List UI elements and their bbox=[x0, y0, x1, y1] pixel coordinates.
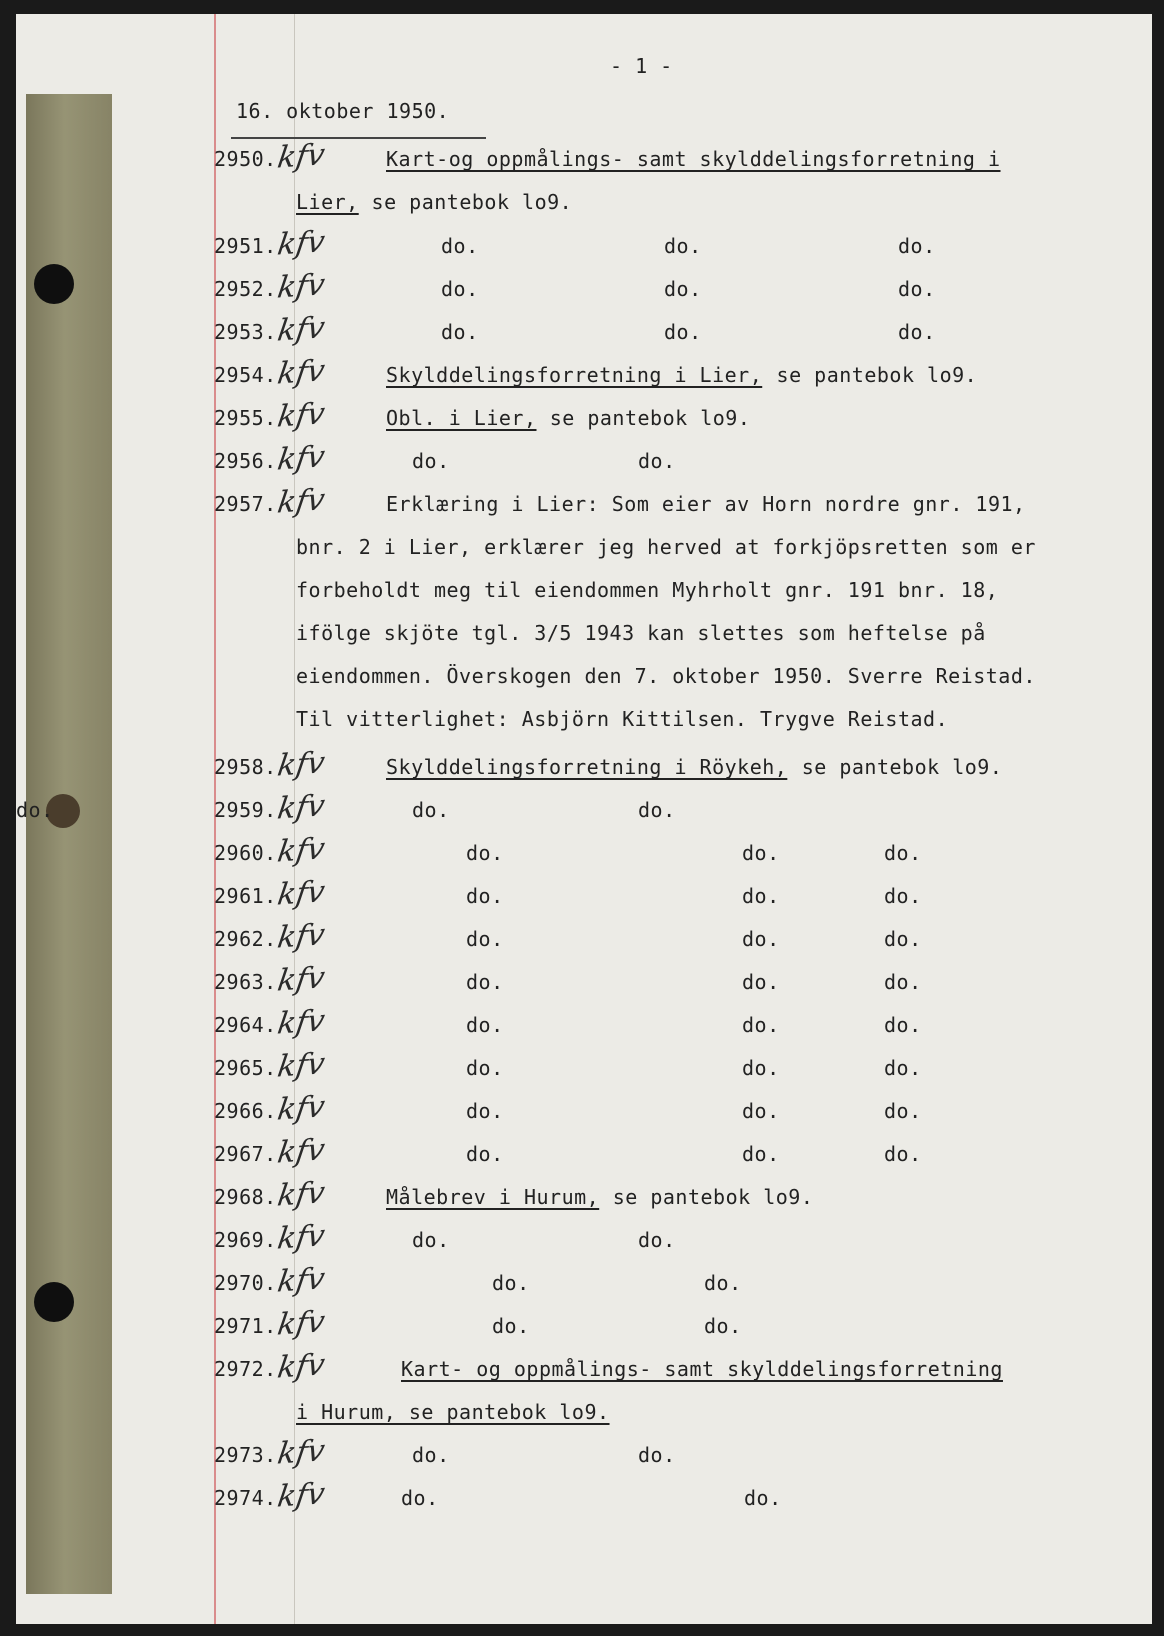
entry-number: 2972. bbox=[214, 1357, 277, 1381]
ditto-mark: do. bbox=[744, 1486, 782, 1510]
ditto-mark: do. bbox=[441, 277, 479, 301]
handwritten-mark: kfv bbox=[275, 482, 328, 521]
ditto-mark: do. bbox=[441, 320, 479, 344]
ditto-mark: do. bbox=[466, 970, 504, 994]
handwritten-mark: kfv bbox=[275, 960, 328, 999]
entry-number: 2954. bbox=[214, 363, 277, 387]
ditto-mark: do. bbox=[884, 884, 922, 908]
handwritten-mark: kfv bbox=[275, 1433, 328, 1472]
entry-number: 2964. bbox=[214, 1013, 277, 1037]
ditto-mark: do. bbox=[884, 1142, 922, 1166]
handwritten-mark: kfv bbox=[275, 1261, 328, 1300]
ditto-mark: do. bbox=[884, 841, 922, 865]
ditto-mark: do. bbox=[412, 1228, 450, 1252]
declaration-line: Erklæring i Lier: Som eier av Horn nordre gnr. 191, bbox=[386, 492, 1026, 516]
ditto-mark: do. bbox=[664, 320, 702, 344]
handwritten-mark: kfv bbox=[275, 1089, 328, 1128]
handwritten-mark: kfv bbox=[275, 745, 328, 784]
entry-text: se pantebok lo9. bbox=[764, 363, 978, 387]
entry-text-underlined: Skylddelingsforretning i Röykeh, bbox=[386, 755, 788, 779]
date-underline bbox=[231, 137, 486, 139]
ditto-mark: do. bbox=[742, 1142, 780, 1166]
declaration-line: Til vitterlighet: Asbjörn Kittilsen. Trygve Reistad. bbox=[296, 707, 949, 731]
ledger-page bbox=[16, 14, 1152, 1624]
entry-text: se pantebok lo9. bbox=[537, 406, 751, 430]
ditto-mark: do. bbox=[466, 927, 504, 951]
ditto-mark: do. bbox=[412, 1443, 450, 1467]
ditto-mark: do. bbox=[742, 884, 780, 908]
entry-number: 2963. bbox=[214, 970, 277, 994]
ditto-mark: do. bbox=[884, 970, 922, 994]
ditto-mark: do. bbox=[466, 1056, 504, 1080]
entry-number: 2968. bbox=[214, 1185, 277, 1209]
handwritten-mark: kfv bbox=[275, 267, 328, 306]
ditto-mark: do. bbox=[466, 841, 504, 865]
ditto-mark: do. bbox=[466, 1099, 504, 1123]
handwritten-mark: kfv bbox=[275, 831, 328, 870]
entry-text-underlined: Målebrev i Hurum, bbox=[386, 1185, 600, 1209]
entry-number: 2958. bbox=[214, 755, 277, 779]
entry-number: 2973. bbox=[214, 1443, 277, 1467]
ditto-mark: do. bbox=[704, 1314, 742, 1338]
handwritten-mark: kfv bbox=[275, 1003, 328, 1042]
ditto-mark: do. bbox=[742, 1013, 780, 1037]
handwritten-mark: kfv bbox=[275, 1304, 328, 1343]
entry-number: 2955. bbox=[214, 406, 277, 430]
entry-text: Kart- og oppmålings- samt skylddelingsforretning bbox=[401, 1357, 1003, 1381]
entry-text-underlined: Lier, bbox=[296, 190, 359, 214]
ditto-mark: do. bbox=[638, 1443, 676, 1467]
handwritten-mark: kfv bbox=[275, 788, 328, 827]
ditto-mark: do. bbox=[898, 277, 936, 301]
ditto-mark: do. bbox=[412, 798, 450, 822]
entry-number: 2965. bbox=[214, 1056, 277, 1080]
handwritten-mark: kfv bbox=[275, 310, 328, 349]
declaration-line: ifölge skjöte tgl. 3/5 1943 kan slettes som heftelse på bbox=[296, 621, 986, 645]
handwritten-mark: kfv bbox=[275, 137, 328, 176]
ditto-mark: do. bbox=[884, 1099, 922, 1123]
ditto-mark: do. bbox=[884, 1013, 922, 1037]
declaration-line: bnr. 2 i Lier, erklærer jeg herved at forkjöpsretten som er bbox=[296, 535, 1036, 559]
entry-number: 2966. bbox=[214, 1099, 277, 1123]
ditto-mark: do. bbox=[638, 798, 676, 822]
entry-text-underlined: Obl. i Lier, bbox=[386, 406, 537, 430]
ditto-mark: do. bbox=[898, 234, 936, 258]
entry-text: Kart-og oppmålings- samt skylddelingsforretning i bbox=[386, 147, 1001, 171]
ditto-mark: do. bbox=[401, 1486, 439, 1510]
entry-text: se pantebok lo9. bbox=[789, 755, 1003, 779]
entry-number: 2951. bbox=[214, 234, 277, 258]
entry-number: 2960. bbox=[214, 841, 277, 865]
entry-number: 2971. bbox=[214, 1314, 277, 1338]
binding-tape bbox=[26, 94, 112, 1594]
ditto-mark: do. bbox=[664, 234, 702, 258]
entry-number: 2957. bbox=[214, 492, 277, 516]
ditto-mark: do. bbox=[466, 1142, 504, 1166]
entry-number: 2962. bbox=[214, 927, 277, 951]
ditto-mark: do. bbox=[638, 449, 676, 473]
punch-hole-top bbox=[34, 264, 74, 304]
handwritten-mark: kfv bbox=[275, 439, 328, 478]
page-number: - 1 - bbox=[610, 54, 673, 78]
handwritten-mark: kfv bbox=[275, 396, 328, 435]
entry-number: 2970. bbox=[214, 1271, 277, 1295]
ditto-mark: do. bbox=[492, 1271, 530, 1295]
ditto-mark: do. bbox=[884, 1056, 922, 1080]
entry-number: 2956. bbox=[214, 449, 277, 473]
ditto-mark: do. bbox=[16, 798, 54, 822]
handwritten-mark: kfv bbox=[275, 874, 328, 913]
entry-number: 2959. bbox=[214, 798, 277, 822]
handwritten-mark: kfv bbox=[275, 1132, 328, 1171]
ditto-mark: do. bbox=[742, 970, 780, 994]
handwritten-mark: kfv bbox=[275, 224, 328, 263]
handwritten-mark: kfv bbox=[275, 1175, 328, 1214]
entry-text-underlined: Skylddelingsforretning i Lier, bbox=[386, 363, 763, 387]
entry-text: se pantebok lo9. bbox=[600, 1185, 814, 1209]
declaration-line: forbeholdt meg til eiendommen Myhrholt gnr. 191 bnr. 18, bbox=[296, 578, 999, 602]
handwritten-mark: kfv bbox=[275, 353, 328, 392]
entry-number: 2952. bbox=[214, 277, 277, 301]
ditto-mark: do. bbox=[742, 841, 780, 865]
entry-text: se pantebok lo9. bbox=[359, 190, 573, 214]
handwritten-mark: kfv bbox=[275, 1046, 328, 1085]
entry-number: 2961. bbox=[214, 884, 277, 908]
ditto-mark: do. bbox=[742, 1099, 780, 1123]
entry-date: 16. oktober 1950. bbox=[236, 99, 450, 123]
ditto-mark: do. bbox=[664, 277, 702, 301]
ditto-mark: do. bbox=[742, 927, 780, 951]
handwritten-mark: kfv bbox=[275, 1347, 328, 1386]
entry-number: 2967. bbox=[214, 1142, 277, 1166]
ditto-mark: do. bbox=[638, 1228, 676, 1252]
entry-number: 2950. bbox=[214, 147, 277, 171]
handwritten-mark: kfv bbox=[275, 917, 328, 956]
ditto-mark: do. bbox=[441, 234, 479, 258]
ditto-mark: do. bbox=[466, 884, 504, 908]
entry-number: 2974. bbox=[214, 1486, 277, 1510]
ditto-mark: do. bbox=[412, 449, 450, 473]
ditto-mark: do. bbox=[898, 320, 936, 344]
ditto-mark: do. bbox=[466, 1013, 504, 1037]
declaration-line: eiendommen. Överskogen den 7. oktober 1950. Sverre Reistad. bbox=[296, 664, 1036, 688]
ditto-mark: do. bbox=[884, 927, 922, 951]
punch-hole-bottom bbox=[34, 1282, 74, 1322]
ditto-mark: do. bbox=[492, 1314, 530, 1338]
ditto-mark: do. bbox=[742, 1056, 780, 1080]
ditto-mark: do. bbox=[704, 1271, 742, 1295]
handwritten-mark: kfv bbox=[275, 1476, 328, 1515]
entry-text-underlined: i Hurum, se pantebok lo9. bbox=[296, 1400, 610, 1424]
entry-number: 2953. bbox=[214, 320, 277, 344]
handwritten-mark: kfv bbox=[275, 1218, 328, 1257]
entry-number: 2969. bbox=[214, 1228, 277, 1252]
